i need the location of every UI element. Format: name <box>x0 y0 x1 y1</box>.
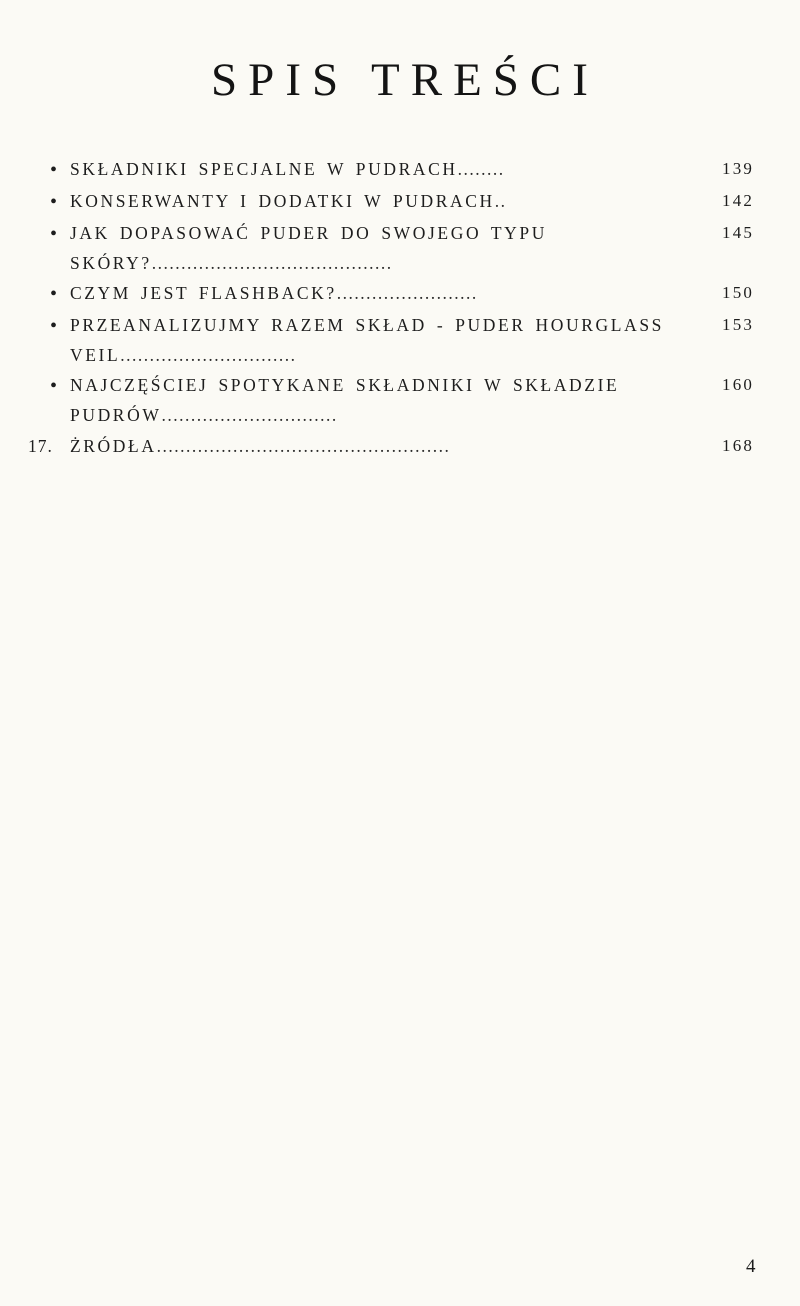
toc-entry-page: 153 <box>722 315 755 335</box>
bullet-icon: • <box>50 375 58 398</box>
page-number: 4 <box>746 1256 756 1277</box>
bullet-icon: • <box>50 159 58 181</box>
leader-dots: .. <box>494 191 507 211</box>
list-item[interactable] <box>28 186 772 218</box>
toc-entry-label: KONSERWANTY I DODATKI W PUDRACH.. <box>70 191 507 211</box>
toc-page <box>0 54 800 1306</box>
toc-entry-label: PRZEANALIZUJMY RAZEM SKŁAD - PUDER HOURGLASS VEIL.............................. <box>70 315 664 366</box>
leader-dots: .............................. <box>161 405 338 426</box>
bullet-icon: • <box>50 191 58 213</box>
toc-entry-page: 150 <box>722 283 755 303</box>
bullet-icon: • <box>50 223 58 245</box>
list-item[interactable] <box>28 218 772 278</box>
toc-entry-page: 142 <box>722 191 755 210</box>
toc-entry-page: 145 <box>722 223 755 242</box>
toc-entry-page: 139 <box>722 159 755 178</box>
leader-dots: .................................................. <box>156 435 451 456</box>
toc-entry-label: ŻRÓDŁA.................................................. <box>70 435 451 456</box>
toc-entry-label: CZYM JEST FLASHBACK?........................ <box>70 283 478 304</box>
table-of-contents-list <box>28 154 772 461</box>
toc-entry-page: 168 <box>722 435 755 455</box>
leader-dots: .............................. <box>120 345 297 366</box>
list-item[interactable] <box>28 154 772 186</box>
toc-entry-page: 160 <box>722 375 755 395</box>
page-title: SPIS TREŚCI <box>211 54 599 106</box>
toc-entry-label: NAJCZĘŚCIEJ SPOTYKANE SKŁADNIKI W SKŁADZIE PUDRÓW.............................. <box>70 375 620 426</box>
bullet-icon: • <box>50 283 58 306</box>
list-item[interactable] <box>28 431 772 461</box>
toc-entry-label: SKŁADNIKI SPECJALNE W PUDRACH........ <box>70 159 505 179</box>
leader-dots: ........ <box>457 159 505 179</box>
leader-dots: ........................ <box>336 283 478 304</box>
leader-dots: ......................................... <box>151 253 393 274</box>
bullet-icon: • <box>50 315 58 338</box>
toc-entry-number: 17. <box>28 435 53 456</box>
list-item[interactable] <box>28 278 772 310</box>
list-item[interactable] <box>28 310 772 370</box>
list-item[interactable] <box>28 370 772 430</box>
toc-entry-label: JAK DOPASOWAĆ PUDER DO SWOJEGO TYPU SKÓRY?......................................... <box>70 223 547 274</box>
